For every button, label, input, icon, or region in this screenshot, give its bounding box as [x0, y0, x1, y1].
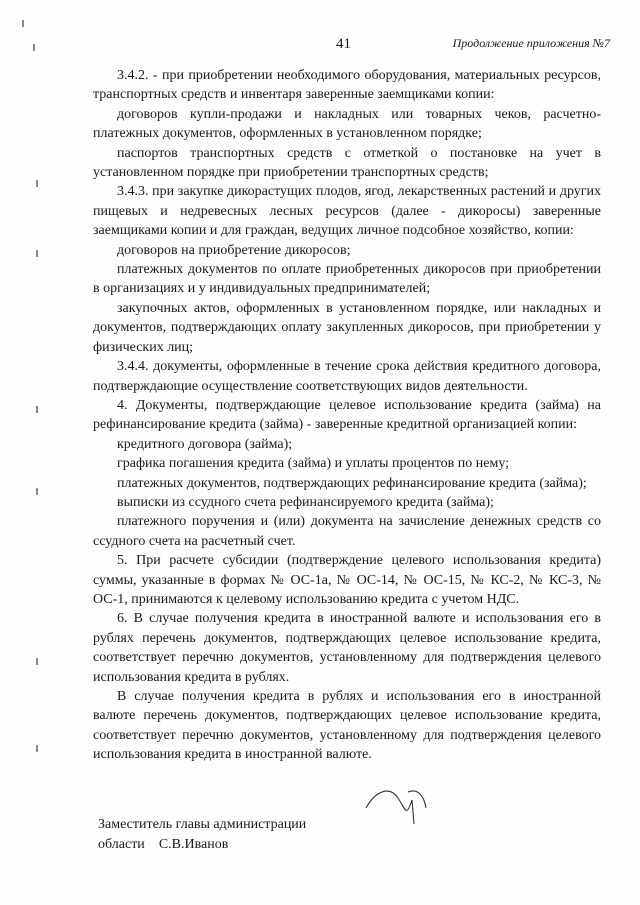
scan-mark [36, 658, 38, 665]
paragraph: паспортов транспортных средств с отметкой о постановке на учет в установленном порядке при приобретении транспортных средств; [93, 145, 601, 181]
paragraph: договоров купли-продажи и накладных или товарных чеков, расчетно-платежных документов, оформленных в установленном порядке; [93, 106, 601, 142]
paragraph: закупочных актов, оформленных в установленном порядке, или накладных и документов, подтверждающих оплату закупленных дикоросов, при приобретении у физических лиц; [93, 300, 601, 355]
signature-block [98, 815, 306, 855]
paragraph: В случае получения кредита в рублях и использования его в иностранной валюте перечень документов, подтверждающих целевое использование кредита, соответствует перечню документов, установленному для подтверждения целевого использования кредита в иностранной валюте. [93, 689, 601, 763]
paragraph: платежного поручения и (или) документа на зачисление денежных средств со ссудного счета на расчетный счет. [93, 514, 601, 549]
signature-name: С.В.Иванов [158, 837, 229, 852]
scan-mark [33, 44, 35, 51]
scan-mark [36, 745, 38, 752]
appendix-note: Продолжение приложения №7 [452, 36, 610, 50]
paragraph: кредитного договора (займа); [117, 436, 293, 452]
scan-mark [36, 406, 38, 413]
paragraph: 3.4.3. при закупке дикорастущих плодов, ягод, лекарственных растений и других пищевых и недревесных лесных ресурсов (далее - дикоросы) заверенные заемщиками копии и для граждан, ведущих личное подсобное хозяйство, копии: [93, 184, 601, 239]
scan-mark [36, 180, 38, 187]
scan-mark [36, 488, 38, 495]
signature-position: Заместитель главы администрации [98, 817, 307, 832]
paragraph: платежных документов, подтверждающих рефинансирование кредита (займа); [117, 475, 587, 491]
scan-mark [36, 250, 38, 257]
body-text [93, 66, 601, 765]
signature-scribble [362, 778, 430, 828]
paragraph: платежных документов по оплате приобретенных дикоросов при приобретении в организациях и у индивидуальных предпринимателей; [93, 262, 601, 297]
paragraph: 4. Документы, подтверждающие целевое использование кредита (займа) на рефинансирование кредита (займа) - заверенные кредитной организацией копии: [93, 397, 601, 433]
signature-region: области [98, 837, 145, 852]
scan-mark [22, 20, 24, 27]
paragraph: договоров на приобретение дикоросов; [117, 242, 351, 258]
paragraph: 6. В случае получения кредита в иностранной валюте и использования его в рублях перечень документов, подтверждающих целевое использование кредита, соответствует перечню документов, установленному для подтверждения целевого использования кредита в рублях. [93, 611, 601, 685]
signature-line [98, 835, 306, 855]
paragraph: 3.4.4. документы, оформленные в течение срока действия кредитного договора, подтверждающие осуществление соответствующих видов деятельности. [93, 359, 601, 394]
paragraph: 3.4.2. - при приобретении необходимого оборудования, материальных ресурсов, транспортных средств и инвентаря заверенные заемщиками копии: [93, 68, 601, 103]
paragraph: 5. При расчете субсидии (подтверждение целевого использования кредита) суммы, указанные в формах № ОС-1а, № ОС-14, № ОС-15, № КС-2, № КС-3, № ОС-1, принимаются к целевому использованию кредита с учетом НДС. [93, 553, 601, 607]
paragraph: выписки из ссудного счета рефинансируемого кредита (займа); [117, 494, 494, 510]
paragraph: графика погашения кредита (займа) и уплаты процентов по нему; [117, 456, 510, 472]
page-number: 41 [336, 36, 351, 52]
